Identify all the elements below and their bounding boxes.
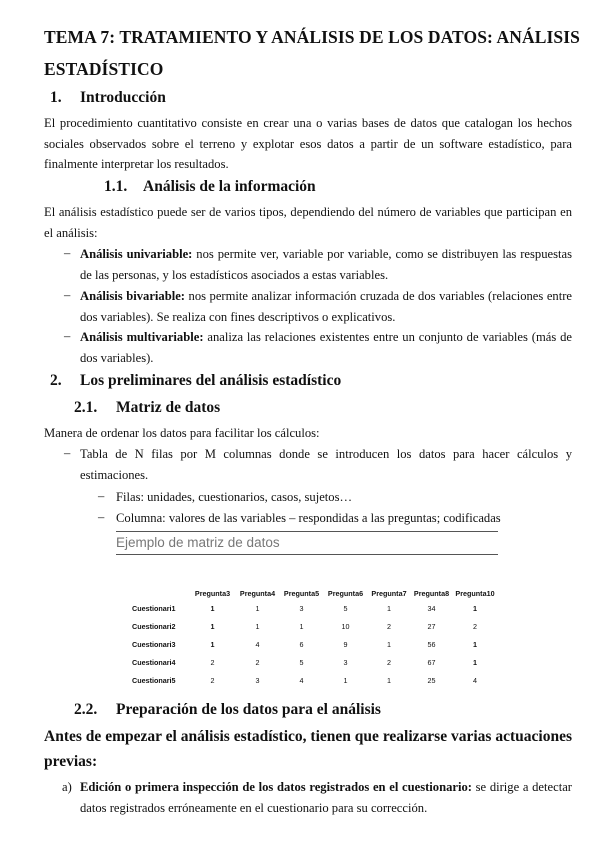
- table-cell: 56: [427, 639, 436, 649]
- table-cell: 2: [387, 622, 391, 632]
- table-cell: 2: [210, 657, 215, 667]
- list-marker-a: a): [62, 780, 72, 794]
- section-2-heading: Los preliminares del análisis estadístico: [80, 372, 342, 389]
- section-2-2-heading: Preparación de los datos para el análisis: [116, 701, 381, 718]
- bullet-matrix-definition: Tabla de N filas por M columnas donde se introducen los datos para hacer cálculos y estimaciones.: [80, 447, 572, 482]
- column-header: Pregunta4: [239, 588, 276, 598]
- table-cell: 1: [210, 622, 215, 632]
- bullet-multivariable-term: Análisis multivariable:: [80, 330, 204, 344]
- table-cell: 1: [343, 675, 348, 685]
- section-2-1-number: 2.1.: [74, 399, 98, 416]
- table-cell: 27: [427, 622, 436, 632]
- table-row: [132, 636, 497, 654]
- column-header: Pregunta7: [371, 588, 407, 598]
- bullet-dash: –: [64, 446, 71, 460]
- bullet-univariable-text: nos permite ver, variable por variable, como se distribuyen las respuestas de las personas, y los estadísticos asociados a estas variables.: [80, 247, 573, 282]
- row-header: Cuestionari2: [132, 622, 176, 632]
- section-1-1-number: 1.1.: [104, 178, 128, 195]
- sub-bullet-dash: –: [98, 489, 105, 503]
- bullet-bivariable-text: nos permite analizar información cruzada de dos variables (relaciones entre dos variables). Se realiza con fines descriptivos o explicativos.: [80, 289, 572, 324]
- table-cell: 1: [210, 639, 215, 649]
- section-1-heading: Introducción: [80, 89, 166, 106]
- table-cell: 1: [210, 604, 215, 614]
- bullet-multivariable: [80, 327, 572, 368]
- table-cell: 1: [473, 604, 477, 614]
- column-header: Pregunta3: [194, 588, 231, 598]
- matrix-example-title: Ejemplo de matriz de datos: [116, 531, 498, 555]
- section-2-1-paragraph: Manera de ordenar los datos para facilitar los cálculos:: [44, 426, 320, 440]
- table-cell: 1: [255, 622, 260, 632]
- table-cell: 1: [255, 604, 260, 614]
- table-cell: 34: [427, 604, 436, 614]
- table-cell: 4: [299, 675, 304, 685]
- row-header: Cuestionari1: [132, 604, 176, 614]
- bullet-univariable: [80, 244, 572, 285]
- column-header: Pregunta10: [455, 588, 495, 598]
- bullet-dash: –: [64, 288, 71, 302]
- bullet-bivariable: [80, 286, 572, 327]
- table-cell: 10: [341, 622, 350, 632]
- data-matrix-table: [132, 586, 497, 689]
- table-cell: 2: [255, 657, 260, 667]
- bullet-dash: –: [64, 329, 71, 343]
- table-cell: 1: [387, 639, 391, 649]
- preliminary-actions-paragraph: Antes de empezar el análisis estadístico, tienen que realizarse varias actuaciones previas:: [44, 728, 572, 770]
- table-cell: 6: [299, 639, 304, 649]
- table-cell: 4: [473, 675, 477, 685]
- section-1-1-heading: Análisis de la información: [143, 178, 316, 195]
- sub-bullet-dash: –: [98, 510, 105, 524]
- item-edicion-term: Edición o primera inspección de los datos registrados en el cuestionario:: [80, 780, 472, 794]
- table-cell: 9: [343, 639, 348, 649]
- table-cell: 1: [299, 622, 304, 632]
- table-cell: 3: [343, 657, 348, 667]
- sub-bullet-rows: Filas: unidades, cuestionarios, casos, sujetos…: [116, 490, 353, 504]
- row-header: Cuestionari3: [132, 639, 176, 649]
- section-1-number: 1.: [50, 89, 62, 106]
- section-2-1-heading: Matriz de datos: [116, 399, 221, 416]
- table-row: [132, 671, 497, 689]
- table-row: [132, 618, 497, 636]
- column-header: Pregunta5: [283, 588, 320, 598]
- table-cell: 67: [427, 657, 436, 667]
- page-title-line-2: ESTADÍSTICO: [44, 59, 164, 79]
- bullet-bivariable-term: Análisis bivariable:: [80, 289, 185, 303]
- row-header: Cuestionari5: [132, 675, 176, 685]
- table-cell: 2: [210, 675, 215, 685]
- table-cell: 5: [343, 604, 348, 614]
- table-row: [132, 600, 497, 618]
- table-cell: 3: [299, 604, 304, 614]
- item-edicion: [80, 777, 572, 818]
- sub-bullet-columns: Columna: valores de las variables – respondidas a las preguntas; codificadas: [116, 511, 501, 525]
- table-cell: 2: [387, 657, 391, 667]
- bullet-dash: –: [64, 246, 71, 260]
- column-header: Pregunta6: [327, 588, 364, 598]
- page-title-line-1: TEMA 7: TRATAMIENTO Y ANÁLISIS DE LOS DATOS: ANÁLISIS: [44, 27, 580, 47]
- table-cell: 1: [473, 639, 477, 649]
- table-cell: 1: [387, 604, 391, 614]
- row-header: Cuestionari4: [132, 657, 176, 667]
- table-cell: 2: [473, 622, 477, 632]
- table-cell: 3: [255, 675, 260, 685]
- bullet-univariable-term: Análisis univariable:: [80, 247, 193, 261]
- table-cell: 1: [387, 675, 391, 685]
- table-cell: 5: [299, 657, 304, 667]
- corner-cell: [132, 586, 190, 600]
- item-edicion-text: se dirige a detectar datos registrados erróneamente en el cuestionario para su corrección.: [80, 780, 572, 815]
- bullet-multivariable-text: analiza las relaciones existentes entre un conjunto de variables (más de dos variables).: [80, 330, 573, 365]
- table-cell: 1: [473, 657, 477, 667]
- table-cell: 4: [255, 639, 260, 649]
- table-cell: 25: [427, 675, 436, 685]
- section-1-1-paragraph: El análisis estadístico puede ser de varios tipos, dependiendo del número de variables que participan en el análisis:: [44, 205, 572, 240]
- section-2-number: 2.: [50, 372, 62, 389]
- table-row: [132, 653, 497, 671]
- table-header-row: [132, 586, 497, 600]
- column-header: Pregunta8: [413, 588, 450, 598]
- section-1-paragraph: El procedimiento cuantitativo consiste en crear una o varias bases de datos que catalogan los hechos sociales observados sobre el terreno y explotar esos datos a partir de un software estadístico, para finalmente interpretar los resultados.: [44, 116, 572, 171]
- section-2-2-number: 2.2.: [74, 701, 98, 718]
